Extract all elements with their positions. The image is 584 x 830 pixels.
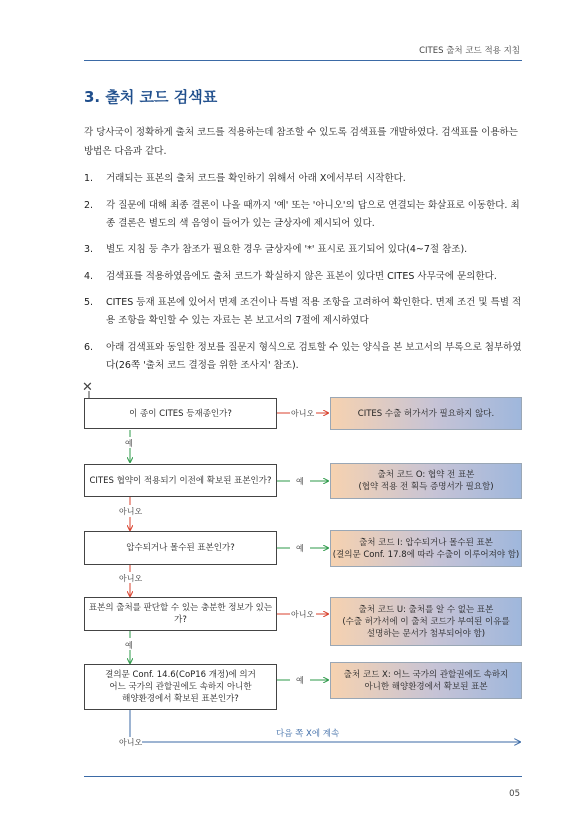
header-title: CITES 출처 코드 적용 지침 — [419, 46, 520, 56]
answer-box: 출처 코드 I: 압수되거나 몰수된 표본 (결의문 Conf. 17.8에 따라 수출이 이루어져야 함) — [330, 530, 522, 567]
start-x-mark: ✕ — [82, 380, 93, 395]
list-item-number: 6. — [84, 341, 94, 353]
yes-label: 예 — [125, 641, 133, 650]
no-label: 아니오 — [119, 507, 143, 516]
list-item-number: 2. — [84, 199, 94, 211]
yes-label: 예 — [296, 477, 304, 486]
list-item-text: 별도 지침 등 추가 참조가 필요한 경우 글상자에 '*' 표시로 표기되어 있다(4~7절 참조). — [106, 244, 468, 255]
section-title: 3. 출처 코드 검색표 — [84, 88, 218, 106]
page-number: 05 — [509, 789, 520, 799]
list-item-number: 5. — [84, 297, 94, 308]
answer-box: CITES 수출 허가서가 필요하지 않다. — [330, 397, 522, 430]
question-box: 결의문 Conf. 14.6(CoP16 개정)에 의거 어느 국가의 관할권에도 속하지 아니한 해양환경에서 확보된 표본인가? — [84, 664, 277, 710]
yes-label: 예 — [125, 439, 133, 448]
no-label: 아니오 — [119, 738, 143, 747]
yes-label: 예 — [296, 676, 304, 685]
list-item-text: 아래 검색표와 동일한 정보를 질문지 형식으로 검토할 수 있는 양식을 본 보고서의 부록으로 첨부하였다(26쪽 '출처 코드 결정을 위한 조사지' 참조). — [106, 341, 522, 371]
answer-box: 출처 코드 X: 어느 국가의 관할권에도 속하지 아니한 해양환경에서 확보된 표본 — [330, 662, 522, 699]
question-box: 압수되거나 몰수된 표본인가? — [84, 531, 277, 565]
yes-label: 예 — [296, 544, 304, 553]
list-item-text: 각 질문에 대해 최종 결론이 나올 때까지 '예' 또는 '아니오'의 답으로 연결되는 화살표로 이동한다. 최종 결론은 별도의 색 음영이 들어가 있는 글상자에 제시되어 있다. — [106, 199, 520, 229]
list-item-number: 4. — [84, 270, 94, 282]
list-item-text: 검색표를 적용하였음에도 출처 코드가 확실하지 않은 표본이 있다면 CITES 사무국에 문의한다. — [106, 270, 497, 282]
footer-divider — [84, 776, 522, 777]
no-label: 아니오 — [119, 574, 143, 583]
list-item-text: 거래되는 표본의 출처 코드를 확인하기 위해서 아래 X에서부터 시작한다. — [106, 173, 406, 184]
list-item-number: 1. — [84, 173, 94, 184]
no-label: 아니오 — [291, 610, 315, 619]
intro-paragraph: 각 당사국이 정확하게 출처 코드를 적용하는데 참조할 수 있도록 검색표를 개발하였다. 검색표를 이용하는 방법은 다음과 같다. — [84, 127, 518, 157]
continue-text: 다음 쪽 X에 계속 — [276, 729, 340, 739]
no-label: 아니오 — [291, 409, 315, 418]
question-box: 표본의 출처를 판단할 수 있는 충분한 정보가 있는가? — [84, 597, 277, 631]
answer-box: 출처 코드 O: 협약 전 표본 (협약 적용 전 획득 증명서가 필요함) — [330, 463, 522, 499]
question-box: 이 종이 CITES 등재종인가? — [84, 398, 277, 429]
answer-box: 출처 코드 U: 출처를 알 수 없는 표본 (수출 허가서에 이 출처 코드가 부여된 이유를 설명하는 문서가 첨부되어야 함) — [330, 597, 522, 646]
question-box: CITES 협약이 적용되기 이전에 확보된 표본인가? — [84, 464, 277, 497]
list-item-text: CITES 등재 표본에 있어서 면제 조건이나 특별 적용 조항을 고려하여 확인한다. 면제 조건 및 특별 적용 조항을 확인할 수 있는 자료는 본 보고서의 7절에 제시하였다 — [106, 297, 522, 326]
list-item-number: 3. — [84, 244, 94, 255]
